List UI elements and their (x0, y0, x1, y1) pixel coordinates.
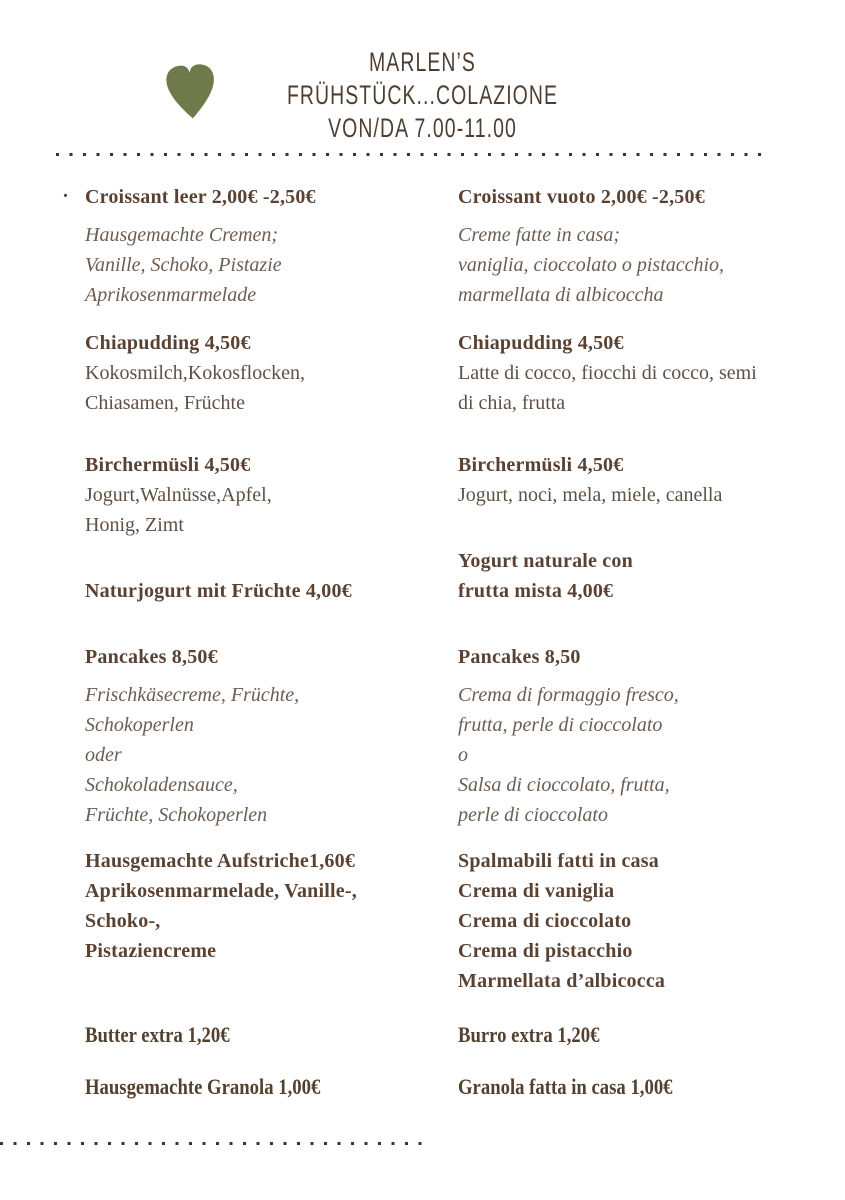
item-desc-line: Creme fatte in casa; (458, 224, 621, 246)
menu-row-birchermuesli (85, 450, 845, 540)
menu-item-croissant-it (458, 182, 830, 310)
menu-item-chiapudding-it (458, 328, 830, 418)
leading-dot: . (63, 180, 68, 202)
menu-item-granola-it (458, 1072, 830, 1102)
item-desc-line: Frischkäsecreme, Früchte, (85, 684, 300, 706)
item-desc-line: Schokoperlen (85, 714, 194, 736)
menu-item-birchermuesli-it (458, 450, 830, 540)
menu-item-burro-it (458, 1020, 830, 1050)
item-title: Hausgemachte Aufstriche1,60€ (85, 850, 356, 872)
item-desc-line: Kokosmilch,Kokosflocken, (85, 362, 305, 384)
item-title: Crema di cioccolato (458, 910, 632, 932)
item-title: Butter extra 1,20€ (85, 1022, 230, 1047)
item-desc-line: Früchte, Schokoperlen (85, 804, 268, 826)
top-dotted-divider (56, 153, 768, 156)
item-description (85, 358, 458, 418)
menu-row-spreads (85, 846, 845, 996)
item-description (458, 480, 830, 510)
menu-item-spalmabili-it (458, 846, 830, 996)
menu-row-croissant (63, 180, 845, 310)
item-desc-line: Aprikosenmarmelade (85, 284, 257, 306)
item-title: Birchermüsli 4,50€ (85, 454, 251, 476)
item-desc-line: Honig, Zimt (85, 514, 184, 536)
item-desc-line: Salsa di cioccolato, frutta, (458, 774, 670, 796)
menu-item-birchermuesli-de (85, 450, 458, 540)
item-title: Croissant leer 2,00€ -2,50€ (85, 186, 316, 208)
menu-item-pancakes-de (85, 642, 458, 830)
item-desc-line: oder (85, 744, 122, 766)
menu-item-butter-de (85, 1020, 458, 1050)
item-desc-line: Jogurt, noci, mela, miele, canella (458, 484, 723, 506)
item-title: Burro extra 1,20€ (458, 1022, 600, 1047)
menu-row-yogurt (85, 546, 845, 606)
item-description (85, 480, 458, 540)
menu-title: FRÜHSTÜCK...COLAZIONE (286, 80, 559, 110)
item-description (458, 358, 830, 418)
item-desc-line: Jogurt,Walnüsse,Apfel, (85, 484, 272, 506)
item-desc-line: Schokoladensauce, (85, 774, 238, 796)
item-title: Naturjogurt mit Früchte 4,00€ (85, 580, 352, 602)
item-title: Aprikosenmarmelade, Vanille-, (85, 880, 357, 902)
header (0, 0, 845, 145)
item-desc-line: Crema di formaggio fresco, (458, 684, 679, 706)
item-title: Granola fatta in casa 1,00€ (458, 1074, 673, 1099)
menu-item-naturjogurt-de (85, 576, 458, 606)
item-title: Hausgemachte Granola 1,00€ (85, 1074, 321, 1099)
item-desc-line: frutta, perle di cioccolato (458, 714, 663, 736)
item-description (85, 680, 458, 830)
item-title: frutta mista 4,00€ (458, 580, 614, 602)
menu-row-butter (85, 1020, 845, 1050)
menu-item-granola-de (85, 1072, 458, 1102)
item-desc-line: di chia, frutta (458, 392, 566, 414)
item-title: Pancakes 8,50€ (85, 646, 218, 668)
menu-row-chiapudding (85, 328, 845, 418)
menu-item-pancakes-it (458, 642, 830, 830)
item-desc-line: perle di cioccolato (458, 804, 608, 826)
item-desc-line: marmellata di albicoccha (458, 284, 664, 306)
item-title: Crema di vaniglia (458, 880, 615, 902)
item-desc-line: o (458, 744, 468, 766)
item-title: Marmellata d’albicocca (458, 970, 666, 992)
menu-item-croissant-de (63, 180, 458, 310)
item-title: Birchermüsli 4,50€ (458, 454, 624, 476)
item-title: Schoko-, (85, 910, 161, 932)
item-description (458, 220, 830, 310)
menu-item-chiapudding-de (85, 328, 458, 418)
bottom-dotted-divider (0, 1142, 428, 1145)
item-desc-line: Latte di cocco, fiocchi di cocco, semi (458, 362, 757, 384)
item-title: Spalmabili fatti in casa (458, 850, 659, 872)
item-title: Crema di pistacchio (458, 940, 633, 962)
menu-row-pancakes (85, 642, 845, 830)
brand-name: MARLEN’S (369, 47, 476, 77)
item-desc-line: Vanille, Schoko, Pistazie (85, 254, 282, 276)
item-title: Croissant vuoto 2,00€ -2,50€ (458, 186, 705, 208)
item-description (85, 220, 458, 310)
item-desc-line: Chiasamen, Früchte (85, 392, 245, 414)
menu-hours: VON/DA 7.00-11.00 (328, 113, 517, 143)
menu-body (0, 182, 845, 1102)
menu-item-aufstriche-de (85, 846, 458, 996)
item-title: Yogurt naturale con (458, 550, 633, 572)
item-title: Pistaziencreme (85, 940, 217, 962)
item-title: Pancakes 8,50 (458, 646, 581, 668)
item-title: Chiapudding 4,50€ (85, 332, 251, 354)
item-description (458, 680, 830, 830)
menu-row-granola (85, 1072, 845, 1102)
item-title: Chiapudding 4,50€ (458, 332, 624, 354)
item-desc-line: Hausgemachte Cremen; (85, 224, 279, 246)
menu-item-yogurt-it (458, 546, 830, 606)
item-desc-line: vaniglia, cioccolato o pistacchio, (458, 254, 725, 276)
